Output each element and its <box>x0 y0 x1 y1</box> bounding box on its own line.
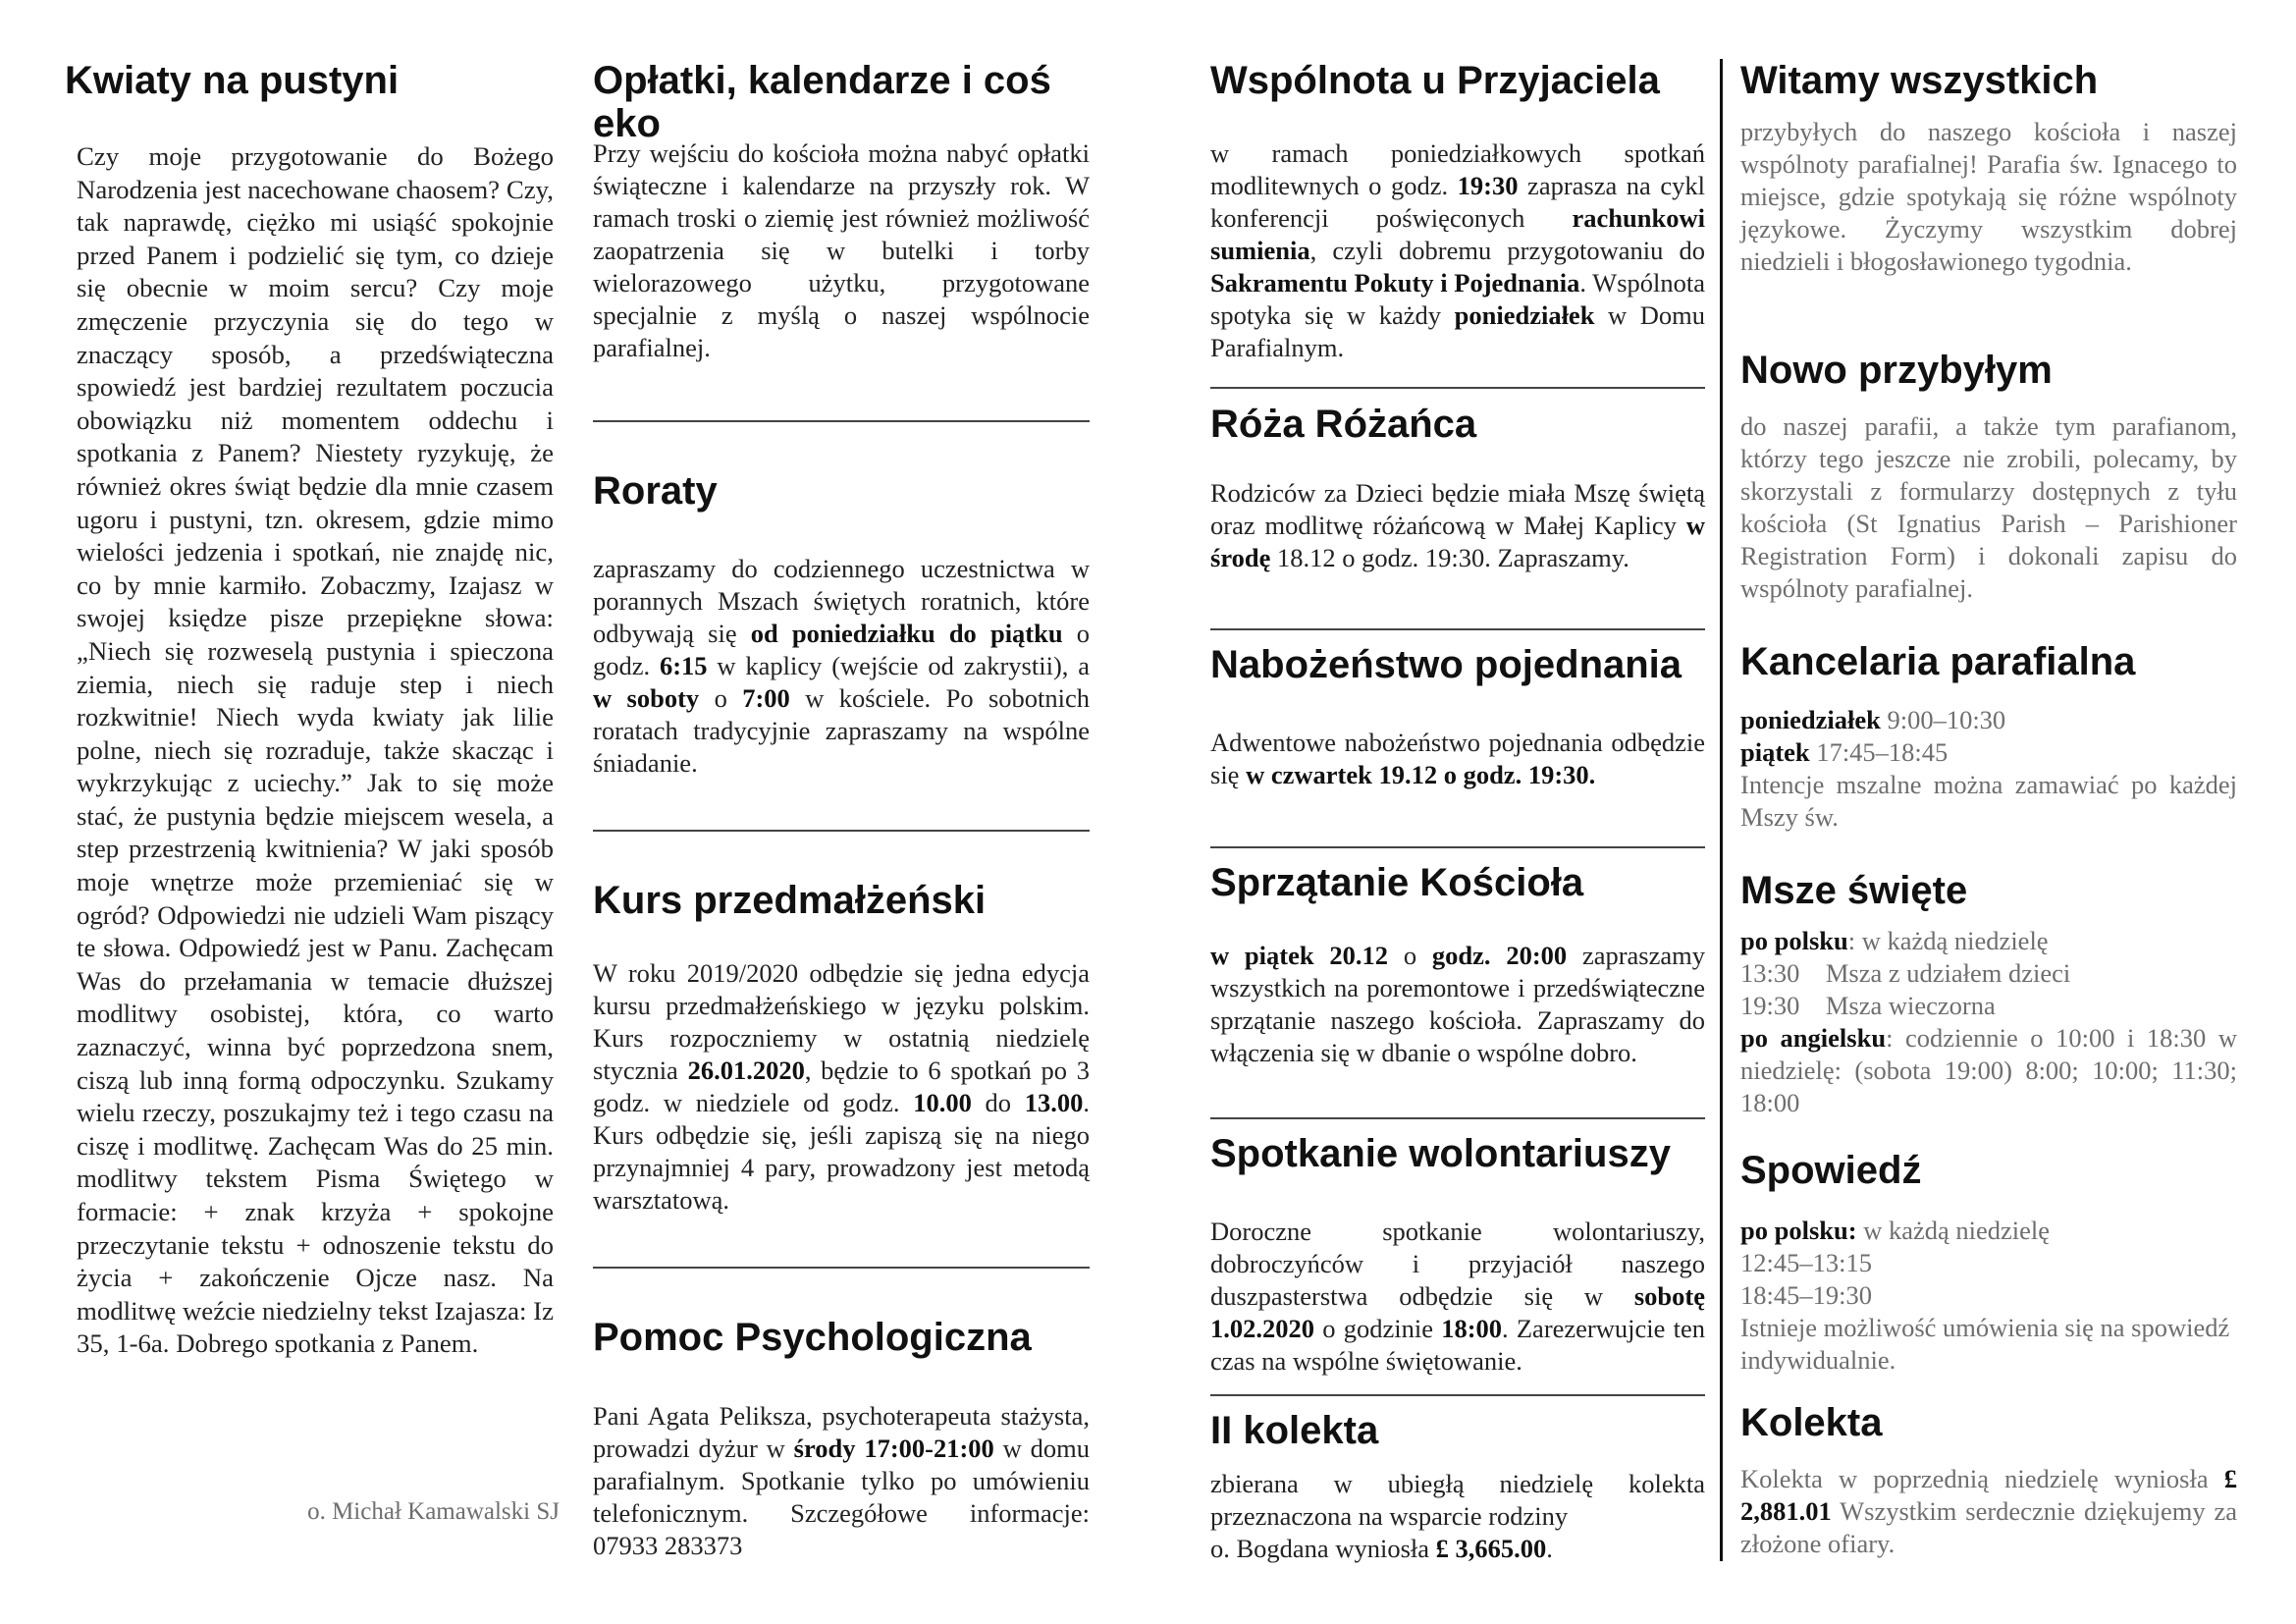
section-divider <box>593 420 1090 422</box>
article-body: Czy moje przygotowanie do Bożego Narodzenia jest nacechowane chaosem? Czy, tak naprawdę, ciężko mi usiąść spokojnie przed Panem i podzielić się tym, co dzieje się obecnie w moim sercu? Czy moje zmęczenie przyczynia się do tego w znaczący sposób, a przedświąteczna spowiedź jest bardziej rezultatem poczucia obowiązku niż momentem oddechu i spotkania z Panem? Niestety ryzykuję, że również okres świąt będzie dla mnie czasem ugoru i pustyni, tzn. okresem, gdzie mimo wielości jedzenia i spotkań, nie znajdę nic, co by mnie karmiło. Zobaczmy, Izajasz w swojej księdze pisze przepiękne słowa: „Niech się rozweselą pustynia i spieczona ziemia, niech się raduje step i niech rozkwitnie! Niech wyda kwiaty jak lilie polne, niech się rozraduje, także skacząc i wykrzykując z uciechy.” Jak to się może stać, że pustynia będzie miejscem wesela, a step przestrzenią kwitnienia? W jaki sposób moje wnętrze może przemieniać się w ogród? Odpowiedzi nie udzieli Wam piszący te słowa. Odpowiedź jest w Panu. Zachęcam Was do przełamania w temacie dłuższej modlitwy osobistej, która, co warto zaznaczyć, winna być poprzedzona snem, ciszą lub inną formą odpoczynku. Szukamy wielu rzeczy, poszukajmy też i tego czasu na ciszę i modlitwę. Zachęcam Was do 25 min. modlitwy tekstem Pisma Świętego w formacie: + znak krzyża + spokojne przeczytanie tekstu + odnoszenie tekstu do życia + zakończenie Ojcze nasz. Na modlitwę weźcie niedzielny tekst Izajasza: Iz 35, 1-6a. Dobrego spotkania z Panem. <box>77 141 554 1359</box>
section-title-roza: Róża Różańca <box>1210 403 1477 446</box>
section-title-msze: Msze święte <box>1740 869 1968 912</box>
section-title-kancelaria: Kancelaria parafialna <box>1740 640 2136 683</box>
section-title-sprzatanie: Sprzątanie Kościoła <box>1210 861 1584 904</box>
section-text-witamy: przybyłych do naszego kościoła i naszej wspólnoty parafialnej! Parafia św. Ignacego to miejsce, gdzie spotykają się różne wspólnoty językowe. Życzymy wszystkim dobrej niedzieli i błogosławionego tygodnia. <box>1740 117 2237 276</box>
article-title: Kwiaty na pustyni <box>65 59 400 102</box>
section-title-nowo: Nowo przybyłym <box>1740 349 2053 392</box>
section-divider <box>593 1267 1090 1269</box>
section-divider <box>593 830 1090 832</box>
section-text-kancelaria: poniedziałek 9:00–10:30 piątek 17:45–18:45 Intencje mszalne można zamawiać po każdej Mszy św. <box>1740 705 2237 832</box>
article-author: o. Michał Kamawalski SJ <box>307 1498 560 1525</box>
section-text-nowo: do naszej parafii, a także tym parafianom, którzy tego jeszcze nie zrobili, polecamy, by skorzystali z formularzy dostępnych z tyłu kościoła (St Ignatius Parish – Parishioner Registration Form) i dokonali zapisu do wspólnoty parafialnej. <box>1740 411 2237 603</box>
section-title-wolontariusze: Spotkanie wolontariuszy <box>1210 1132 1671 1175</box>
section-text-sprzatanie: w piątek 20.12 o godz. 20:00 zapraszamy wszystkich na poremontowe i przedświąteczne sprzątanie naszego kościoła. Zapraszamy do włączenia się w dbanie o wspólne dobro. <box>1210 941 1705 1067</box>
section-text-msze: po polsku: w każdą niedzielę 13:30 Msza z udziałem dzieci 19:30 Msza wieczorna po angielsku: codziennie o 10:00 i 18:30 w niedzielę: (sobota 19:00) 8:00; 10:00; 11:30; 18:00 <box>1740 926 2237 1117</box>
section-title-kurs: Kurs przedmałżeński <box>593 879 987 922</box>
section-title-oplatki: Opłatki, kalendarze i coś eko <box>593 59 1051 145</box>
section-text-wspolnota: w ramach poniedziałkowych spotkań modlitewnych o godz. 19:30 zaprasza na cykl konferencji poświęconych rachunkowi sumienia, czyli dobremu przygotowaniu do Sakramentu Pokuty i Pojednania. Wspólnota spotyka się w każdy poniedziałek w Domu Parafialnym. <box>1210 138 1705 362</box>
section-title-kolekta-2: II kolekta <box>1210 1409 1379 1452</box>
section-text-wolontariusze: Doroczne spotkanie wolontariuszy, dobroczyńców i przyjaciół naszego duszpasterstwa odbędzie się w sobotę 1.02.2020 o godzinie 18:00. Zarezerwujcie ten czas na wspólne świętowanie. <box>1210 1217 1705 1376</box>
section-text-pomoc: Pani Agata Peliksza, psychoterapeuta stażysta, prowadzi dyżur w środy 17:00-21:00 w domu parafialnym. Spotkanie tylko po umówieniu telefonicznym. Szczegółowe informacje: 07933 283373 <box>593 1401 1091 1560</box>
section-text-kolekta-2: zbierana w ubiegłą niedzielę kolekta przeznaczona na wsparcie rodziny o. Bogdana wyniosła £ 3,665.00. <box>1210 1469 1705 1563</box>
section-text-spowiedz: po polsku: w każdą niedzielę 12:45–13:15 18:45–19:30 Istnieje możliwość umówienia się na spowiedź indywidualnie. <box>1740 1216 2230 1375</box>
section-title-spowiedz: Spowiedź <box>1740 1149 1922 1192</box>
section-text-nabozenstwo: Adwentowe nabożeństwo pojednania odbędzie się w czwartek 19.12 o godz. 19:30. <box>1210 728 1705 789</box>
section-title-witamy: Witamy wszystkich <box>1740 59 2099 102</box>
section-text-oplatki: Przy wejściu do kościoła można nabyć opłatki świąteczne i kalendarze na przyszły rok. W ramach troski o ziemię jest również możliwość zaopatrzenia się w butelki i torby wielorazowego użytku, przygotowane specjalnie z myślą o naszej wspólnocie parafialnej. <box>593 138 1090 362</box>
section-title-roraty: Roraty <box>593 469 718 513</box>
section-divider <box>1210 387 1705 389</box>
column-divider <box>1720 59 1723 1561</box>
section-title-nabozenstwo: Nabożeństwo pojednania <box>1210 643 1682 686</box>
section-text-kurs: W roku 2019/2020 odbędzie się jedna edycja kursu przedmałżeńskiego w języku polskim. Kurs rozpoczniemy w ostatnią niedzielę stycznia 26.01.2020, będzie to 6 spotkań po 3 godz. w niedziele od godz. 10.00 do 13.00. Kurs odbędzie się, jeśli zapiszą się na niego przynajmniej 4 pary, prowadzony jest metodą warsztatową. <box>593 958 1091 1215</box>
section-text-roraty: zapraszamy do codziennego uczestnictwa w porannych Mszach świętych roratnich, które odbywają się od poniedziałku do piątku o godz. 6:15 w kaplicy (wejście od zakrystii), a w soboty o 7:00 w kościele. Po sobotnich roratach tradycyjnie zapraszamy na wspólne śniadanie. <box>593 554 1091 778</box>
section-divider <box>1210 628 1705 630</box>
section-divider <box>1210 1117 1705 1119</box>
section-divider <box>1210 846 1705 848</box>
section-text-kolekta: Kolekta w poprzednią niedzielę wyniosła £ 2,881.01 Wszystkim serdecznie dziękujemy za złożone ofiary. <box>1740 1464 2237 1558</box>
section-text-roza: Rodziców za Dzieci będzie miała Mszę świętą oraz modlitwę różańcową w Małej Kaplicy w środę 18.12 o godz. 19:30. Zapraszamy. <box>1210 478 1705 572</box>
section-title-kolekta: Kolekta <box>1740 1401 1883 1444</box>
section-divider <box>1210 1394 1705 1396</box>
section-title-wspolnota: Wspólnota u Przyjaciela <box>1210 59 1660 102</box>
section-title-pomoc: Pomoc Psychologiczna <box>593 1316 1032 1359</box>
